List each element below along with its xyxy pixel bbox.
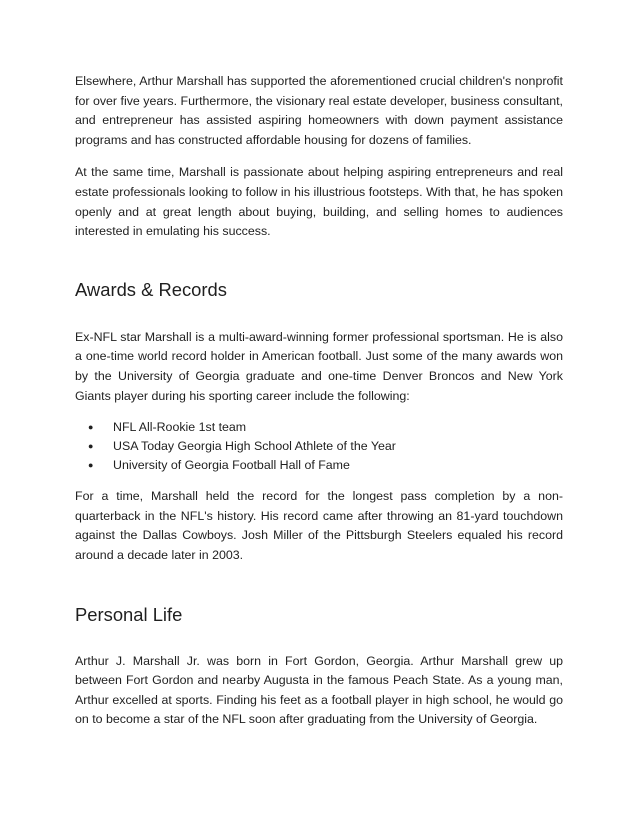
list-item: ● NFL All-Rookie 1st team: [75, 418, 563, 437]
list-item: ● USA Today Georgia High School Athlete of the Year: [75, 437, 563, 456]
paragraph-personal-life: Arthur J. Marshall Jr. was born in Fort Gordon, Georgia. Arthur Marshall grew up between Fort Gordon and nearby Augusta in the famous Peach State. As a young man, Arthur excelled at sports. Finding his feet as a football player in high school, he would go on to become a star of the NFL soon after graduating from the University of Georgia.: [75, 653, 563, 727]
paragraph-nonprofit-support: Elsewhere, Arthur Marshall has supported the aforementioned crucial children's nonprofit for over five years. Furthermore, the visionary real estate developer, business consultant, and entrepreneur has assisted aspiring homeowners with down payment assistance programs and has constructed affordable housing for dozens of families.: [75, 74, 563, 147]
document-page: [75, 72, 563, 730]
heading-awards-records: Awards & Records: [75, 278, 227, 300]
paragraph-helping-entrepreneurs: At the same time, Marshall is passionate about helping aspiring entrepreneurs and real estate professionals looking to follow in his illustrious footsteps. With that, he has spoken openly and at great length about buying, building, and selling homes to audiences interested in emulating his success.: [75, 165, 563, 239]
heading-personal-life: Personal Life: [75, 603, 183, 625]
paragraph-awards-intro: Ex-NFL star Marshall is a multi-award-winning former professional sportsman. He is also a one-time world record holder in American football. Just some of the many awards won by the University of Georgia graduate and one-time Denver Broncos and New York Giants player during his sporting career include the following:: [75, 329, 563, 403]
paragraph-record-pass: For a time, Marshall held the record for the longest pass completion by a non-quarterback in the NFL's history. His record came after throwing an 81-yard touchdown against the Dallas Cowboys. Josh Miller of the Pittsburgh Steelers equaled his record around a decade later in 2003.: [75, 489, 563, 562]
list-item: ● University of Georgia Football Hall of Fame: [75, 456, 563, 475]
awards-list: [75, 418, 563, 475]
